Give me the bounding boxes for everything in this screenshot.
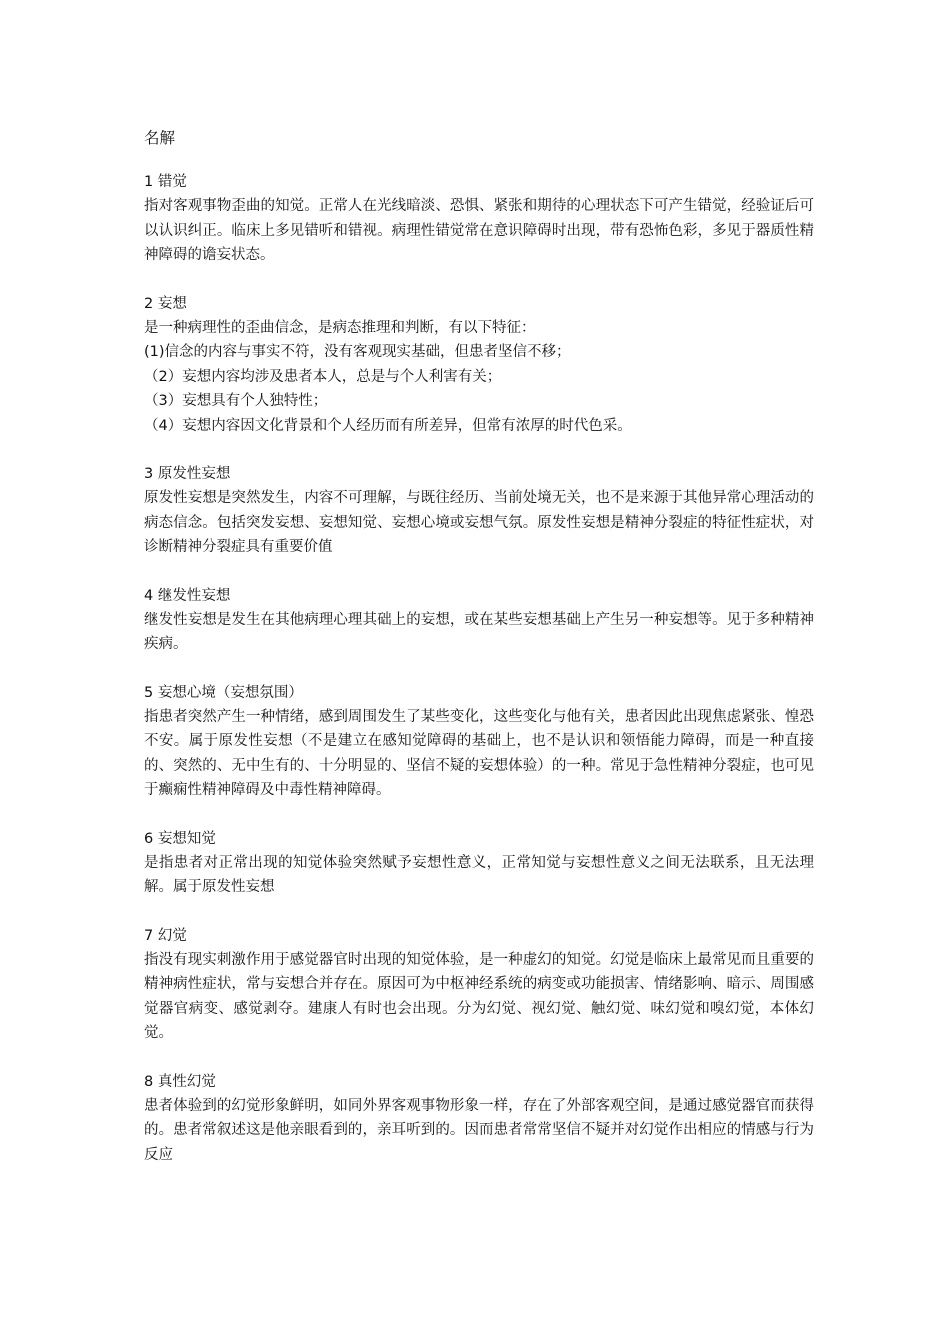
section-body: 是指患者对正常出现的知觉体验突然赋予妄想性意义，正常知觉与妄想性意义之间无法联系，且无法理解。属于原发性妄想 [144, 854, 814, 895]
section-delusional-perception [144, 827, 814, 900]
section-illusion [144, 170, 814, 268]
section-hallucination [144, 924, 814, 1046]
section-body: 患者体验到的幻觉形象鲜明，如同外界客观事物形象一样，存在了外部客观空间，是通过感觉器官而获得的。患者常叙述这是他亲眼看到的，亲耳听到的。因而患者常常坚信不疑并对幻觉作出相应的情感与行为反应 [144, 1097, 814, 1163]
list-item: （2）妄想内容均涉及患者本人，总是与个人利害有关； [144, 368, 502, 385]
section-secondary-delusion [144, 584, 814, 657]
list-item: (1)信念的内容与事实不符，没有客观现实基础，但患者坚信不移； [144, 344, 571, 360]
section-heading: 1 错觉 [144, 174, 187, 190]
list-item: （3）妄想具有个人独特性； [144, 393, 328, 409]
document-page [144, 126, 814, 1191]
section-heading: 3 原发性妄想 [144, 466, 231, 482]
section-heading: 8 真性幻觉 [144, 1073, 216, 1090]
section-heading: 6 妄想知觉 [144, 830, 216, 847]
section-primary-delusion [144, 462, 814, 560]
section-delusion [144, 292, 814, 439]
section-heading: 2 妄想 [144, 295, 187, 312]
section-heading: 7 幻觉 [144, 927, 187, 944]
section-intro: 是一种病理性的歪曲信念，是病态推理和判断，有以下特征： [144, 319, 536, 336]
section-body: 继发性妄想是发生在其他病理心理其础上的妄想，或在某些妄想基础上产生另一种妄想等。见于多种精神疾病。 [144, 611, 814, 652]
section-heading: 5 妄想心境（妄想氛围） [144, 684, 303, 701]
section-true-hallucination [144, 1070, 814, 1168]
section-body: 指对客观事物歪曲的知觉。正常人在光线暗淡、恐惧、紧张和期待的心理状态下可产生错觉，经验证后可以认识纠正。临床上多见错听和错视。病理性错觉常在意识障碍时出现，带有恐怖色彩，多见于器质性精神障碍的谵妄状态。 [144, 198, 814, 263]
section-body: 指没有现实刺激作用于感觉器官时出现的知觉体验，是一种虚幻的知觉。幻觉是临床上最常见而且重要的精神病性症状，常与妄想合并存在。原因可为中枢神经系统的病变或功能损害、情绪影响、暗示、周围感觉器官病变、感觉剥夺。建康人有时也会出现。分为幻觉、视幻觉、触幻觉、味幻觉和嗅幻觉，本体幻觉。 [144, 951, 814, 1041]
section-heading: 4 继发性妄想 [144, 587, 231, 604]
document-title: 名解 [144, 129, 176, 147]
section-body: 原发性妄想是突然发生，内容不可理解，与既往经历、当前处境无关，也不是来源于其他异常心理活动的病态信念。包括突发妄想、妄想知觉、妄想心境或妄想气氛。原发性妄想是精神分裂症的特征性症状，对诊断精神分裂症具有重要价值 [144, 490, 814, 555]
list-item: （4）妄想内容因文化背景和个人经历而有所差异，但常有浓厚的时代色采。 [144, 417, 632, 434]
section-body: 指患者突然产生一种情绪，感到周围发生了某些变化，这些变化与他有关，患者因此出现焦虑紧张、惶恐不安。属于原发性妄想（不是建立在感知觉障碍的基础上，也不是认识和领悟能力障碍，而是一种直接的、突然的、无中生有的、十分明显的、坚信不疑的妄想体验）的一种。常见于急性精神分裂症，也可见于癫痫性精神障碍及中毒性精神障碍。 [144, 708, 814, 798]
section-delusional-mood [144, 681, 814, 803]
